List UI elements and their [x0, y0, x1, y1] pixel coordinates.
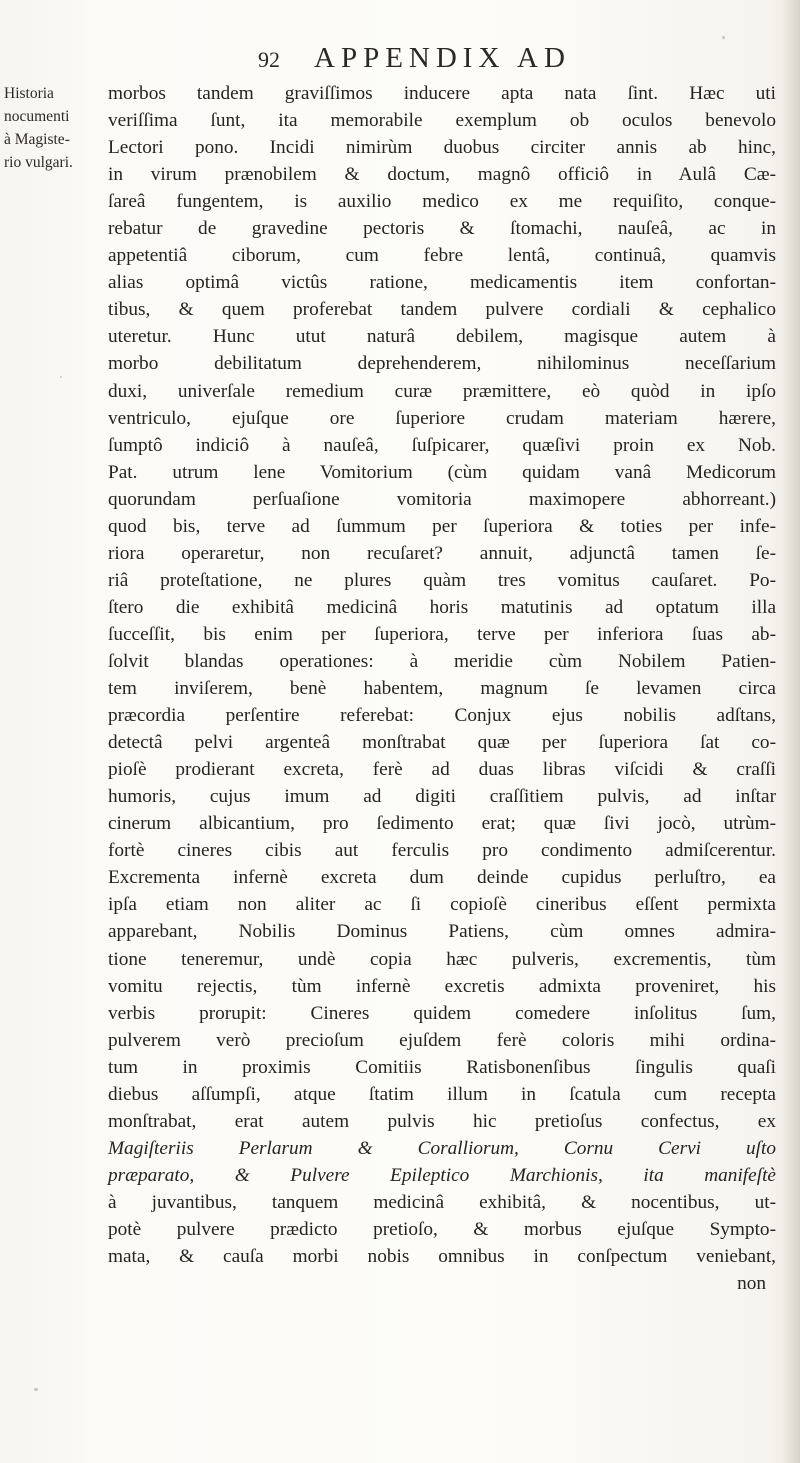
text-line: duxi, univerſale remedium curæ præmittere, eò quòd in ipſo	[108, 380, 776, 402]
text-line: fortè cineres cibis aut ferculis pro condimento admiſcerentur.	[108, 840, 776, 862]
page-header	[258, 42, 571, 76]
text-line: ventriculo, ejuſque ore ſuperiore crudam materiam hærere,	[108, 407, 776, 429]
margin-note-line: nocumenti	[4, 108, 70, 125]
margin-note-line: à Magiste-	[4, 131, 70, 148]
text-line: ipſa etiam non aliter ac ſi copioſè cineribus eſſent permixta	[108, 894, 776, 916]
text-line: quod bis, terve ad ſummum per ſuperiora & toties per infe-	[108, 515, 776, 537]
text-line: veriſſima ſunt, ita memorabile exemplum ob oculos benevolo	[108, 110, 776, 132]
text-line: in virum prænobilem & doctum, magnô officiô in Aulâ Cæ-	[108, 164, 776, 186]
text-line: ſareâ fungentem, is auxilio medico ex me requiſito, conque-	[108, 191, 776, 213]
text-line: Pat. utrum lene Vomitorium (cùm quidam vanâ Medicorum	[108, 461, 776, 483]
text-line: à juvantibus, tanquem medicinâ exhibitâ, & nocentibus, ut-	[108, 1191, 776, 1213]
text-line: riora operaretur, non recuſaret? annuit, adjunctâ tamen ſe-	[108, 542, 776, 564]
text-line: rebatur de gravedine pectoris & ſtomachi, nauſeâ, ac in	[108, 218, 776, 240]
text-line: Magiſteriis Perlarum & Coralliorum, Cornu Cervi uſto	[108, 1137, 776, 1159]
text-line: detectâ pelvi argenteâ monſtrabat quæ per ſuperiora ſat co-	[108, 732, 776, 754]
text-line: Lectori pono. Incidi nimirùm duobus circiter annis ab hinc,	[108, 137, 776, 159]
text-line: apparebant, Nobilis Dominus Patiens, cùm omnes admira-	[108, 921, 776, 943]
text-line: præparato, & Pulvere Epileptico Marchionis, ita manifeſtè	[108, 1164, 776, 1186]
text-line: appetentiâ ciborum, cum febre lentâ, continuâ, quamvis	[108, 245, 776, 267]
page-number: 92	[258, 47, 280, 72]
catchword: non	[737, 1273, 766, 1295]
paper-speck	[60, 376, 62, 378]
text-line: mata, & cauſa morbi nobis omnibus in conſpectum veniebant,	[108, 1246, 776, 1268]
text-line: tem inviſerem, benè habentem, magnum ſe levamen circa	[108, 678, 776, 700]
margin-note-line: Historia	[4, 85, 54, 102]
text-line: verbis prorupit: Cineres quidem comedere inſolitus ſum,	[108, 1002, 776, 1024]
text-line: ſumptô indiciô à nauſeâ, ſuſpicarer, quæſivi proin ex Nob.	[108, 434, 776, 456]
margin-note-line: rio vulgari.	[4, 154, 73, 171]
paper-speck	[722, 36, 725, 39]
text-line: diebus aſſumpſi, atque ſtatim illum in ſcatula cum recepta	[108, 1083, 776, 1105]
paper-speck	[34, 1388, 38, 1391]
text-line: præcordia perſentire referebat: Conjux ejus nobilis adſtans,	[108, 705, 776, 727]
text-line: morbos tandem graviſſimos inducere apta nata ſint. Hæc uti	[108, 83, 776, 104]
text-line: pioſè prodierant excreta, ferè ad duas libras viſcidi & craſſi	[108, 759, 776, 781]
text-line: Excrementa infernè excreta dum deinde cupidus perluſtro, ea	[108, 867, 776, 889]
text-line: ſucceſſit, bis enim per ſuperiora, terve per inferiora ſuas ab-	[108, 623, 776, 645]
text-line: morbo debilitatum deprehenderem, nihilominus neceſſarium	[108, 353, 776, 375]
text-line: tione teneremur, undè copia hæc pulveris, excrementis, tùm	[108, 948, 776, 970]
text-line: uteretur. Hunc utut naturâ debilem, magisque autem à	[108, 326, 776, 348]
text-line: alias optimâ victûs ratione, medicamentis item confortan-	[108, 272, 776, 294]
page-edge-shadow	[782, 0, 800, 1463]
marginal-note	[4, 82, 88, 174]
text-line: vomitu rejectis, tùm infernè excretis admixta proveniret, his	[108, 975, 776, 997]
text-line: pulverem verò precioſum ejuſdem ferè coloris mihi ordina-	[108, 1029, 776, 1051]
body-text	[108, 80, 776, 1297]
text-line: tibus, & quem proferebat tandem pulvere cordiali & cephalico	[108, 299, 776, 321]
text-line: humoris, cujus imum ad digiti craſſitiem pulvis, ad inſtar	[108, 786, 776, 808]
text-line: cinerum albicantium, pro ſedimento erat; quæ ſivi jocò, utrùm-	[108, 813, 776, 835]
text-line: ſtero die exhibitâ medicinâ horis matutinis ad optatum illa	[108, 596, 776, 618]
text-line: tum in proximis Comitiis Ratisbonenſibus ſingulis quaſi	[108, 1056, 776, 1078]
text-line: potè pulvere prædicto pretioſo, & morbus ejuſque Sympto-	[108, 1218, 776, 1240]
text-line: ſolvit blandas operationes: à meridie cùm Nobilem Patien-	[108, 650, 776, 672]
text-line: quorundam perſuaſione vomitoria maximopere abhorreant.)	[108, 488, 776, 510]
running-title: APPENDIX AD	[314, 42, 571, 74]
text-line: monſtrabat, erat autem pulvis hic pretioſus confectus, ex	[108, 1110, 776, 1132]
text-line: riâ proteſtatione, ne plures quàm tres vomitus cauſaret. Po-	[108, 569, 776, 591]
